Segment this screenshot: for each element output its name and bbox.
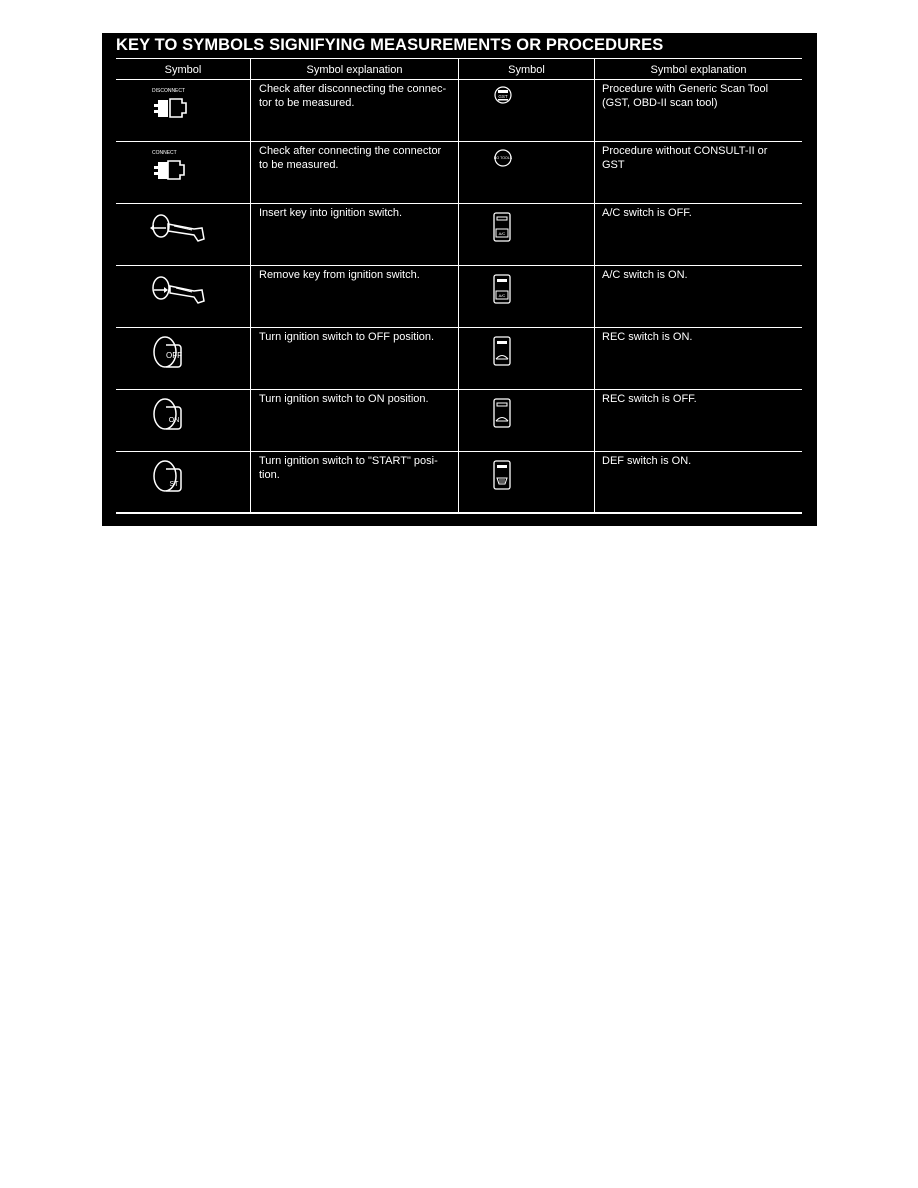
column-divider [250, 58, 251, 513]
symbols-key-panel [102, 33, 817, 526]
explanation-text: A/C switch is OFF. [602, 207, 692, 219]
insert-key-icon [146, 209, 208, 250]
explanation-text: Turn ignition switch to ON position. [259, 393, 429, 405]
ac-switch-on-icon [492, 273, 512, 310]
explanation-text: Procedure with Generic Scan Tool (GST, OBD-II scan tool) [602, 83, 769, 109]
column-header-explanation: Symbol explanation [306, 64, 403, 76]
rec-switch-on-icon [492, 335, 512, 372]
explanation-text: Check after disconnecting the connec- tor to be measured. [259, 83, 447, 109]
no-tools-icon [492, 148, 514, 173]
svg-text:GST: GST [498, 94, 508, 99]
explanation-text: REC switch is ON. [602, 331, 693, 343]
remove-key-icon [146, 271, 208, 312]
column-divider [458, 58, 459, 513]
svg-text:OFF: OFF [166, 351, 182, 360]
connect-connector-icon [144, 147, 214, 192]
icon-label: DISCONNECT [152, 88, 186, 94]
explanation-text: DEF switch is ON. [602, 455, 692, 467]
gst-icon [492, 85, 514, 110]
explanation-text: Procedure without CONSULT-II or GST [602, 145, 768, 171]
divider [116, 512, 802, 514]
explanation-text: Remove key from ignition switch. [259, 269, 420, 281]
column-header-symbol: Symbol [508, 64, 545, 76]
explanation-text: Turn ignition switch to OFF position. [259, 331, 435, 343]
svg-text:ST: ST [169, 481, 179, 488]
column-divider [594, 58, 595, 513]
divider [116, 265, 802, 266]
divider [116, 389, 802, 390]
divider [116, 58, 802, 59]
ignition-start-icon [148, 457, 188, 502]
svg-text:A/C: A/C [498, 293, 506, 298]
icon-label: CONNECT [152, 150, 177, 156]
explanation-text: Insert key into ignition switch. [259, 207, 403, 219]
divider [116, 141, 802, 142]
explanation-text: Turn ignition switch to "START" posi- tion. [259, 455, 438, 481]
svg-text:A/C: A/C [498, 231, 506, 236]
divider [116, 79, 802, 80]
ignition-off-icon [148, 333, 188, 378]
divider [116, 203, 802, 204]
disconnect-connector-icon [144, 85, 214, 130]
ignition-on-icon [148, 395, 188, 440]
column-header-explanation: Symbol explanation [650, 64, 747, 76]
def-switch-on-icon [492, 459, 512, 496]
explanation-text: A/C switch is ON. [602, 269, 688, 281]
explanation-text: REC switch is OFF. [602, 393, 697, 405]
divider [116, 327, 802, 328]
table-title: KEY TO SYMBOLS SIGNIFYING MEASUREMENTS OR PROCEDURES [116, 36, 664, 54]
column-header-symbol: Symbol [164, 64, 202, 76]
divider [116, 451, 802, 452]
svg-text:ON: ON [168, 417, 180, 424]
rec-switch-off-icon [492, 397, 512, 434]
svg-text:NO TOOLS: NO TOOLS [493, 156, 513, 160]
explanation-text: Check after connecting the connector to be measured. [259, 145, 442, 171]
ac-switch-off-icon [492, 211, 512, 248]
